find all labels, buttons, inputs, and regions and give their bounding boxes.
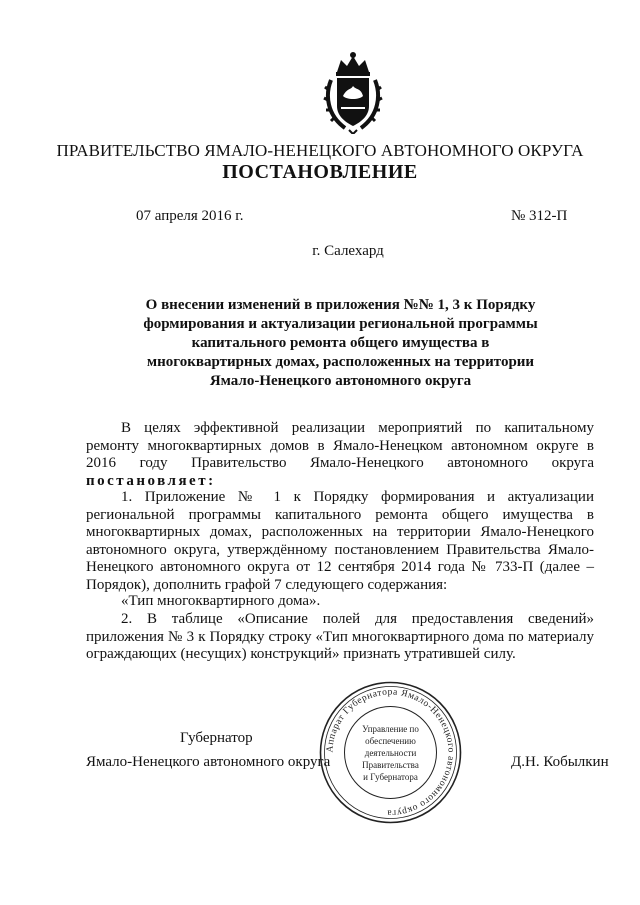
stamp-line-4: Правительства (362, 760, 419, 770)
intro-text: В целях эффективной реализации мероприятий по капитальному ремонту многоквартирных домов в Ямало-Ненецком автономном округе в 2016 году Правительство Ямало-Ненецкого автономного округа (86, 420, 594, 471)
stamp-line-5: и Губернатора (363, 772, 418, 782)
intro-paragraph (86, 420, 594, 490)
resolves-word: постановляет: (86, 472, 216, 489)
signer-position-line-2: Ямало-Ненецкого автономного округа (86, 754, 331, 770)
document-subject: О внесении изменений в приложения №№ 1, 3 к Порядку формирования и актуализации региональной программы капитального ремонта общего имущества в многоквартирных домах, расположенных на территории Ямало-Ненецкого автономного округа (143, 297, 538, 389)
item-1-quote (86, 593, 594, 611)
item-1-quote-text: «Тип многоквартирного дома». (121, 593, 321, 609)
official-stamp-seal (318, 680, 463, 825)
item-2-paragraph (86, 611, 594, 664)
stamp-ring-text: Аппарат Губернатора Ямало-Ненецкого автономного округа (325, 687, 456, 818)
stamp-line-1: Управление по (362, 724, 419, 734)
document-number: № 312-П (511, 208, 568, 224)
stamp-line-2: обеспечению (365, 736, 416, 746)
stamp-line-3: деятельности (364, 748, 417, 758)
item-2-text: 2. В таблице «Описание полей для предоставления сведений» приложения № 3 к Порядку строку «Тип многоквартирного дома по материалу ограждающих (несущих) конструкций» признать утратившей силу. (86, 611, 594, 662)
organization-name: ПРАВИТЕЛЬСТВО ЯМАЛО-НЕНЕЦКОГО АВТОНОМНОГО ОКРУГА (56, 141, 584, 160)
document-date: 07 апреля 2016 г. (136, 208, 244, 224)
signer-position-line-1: Губернатор (180, 730, 253, 746)
signer-name: Д.Н. Кобылкин (511, 754, 609, 770)
item-1-paragraph (86, 489, 594, 594)
item-1-text: 1. Приложение № 1 к Порядку формирования и актуализации региональной программы капитального ремонта общего имущества в многоквартирных домах, расположенных на территории Ямало-Ненецкого автономного округа, утверждённому постановлением Правительства Ямало-Ненецкого автономного округа от 12 сентября 2014 года № 733-П (далее – Порядок), дополнить графой 7 следующего содержания: (86, 489, 594, 593)
document-city: г. Салехард (312, 243, 384, 259)
document-type-title: ПОСТАНОВЛЕНИЕ (222, 161, 418, 183)
coat-of-arms-emblem (323, 50, 383, 134)
